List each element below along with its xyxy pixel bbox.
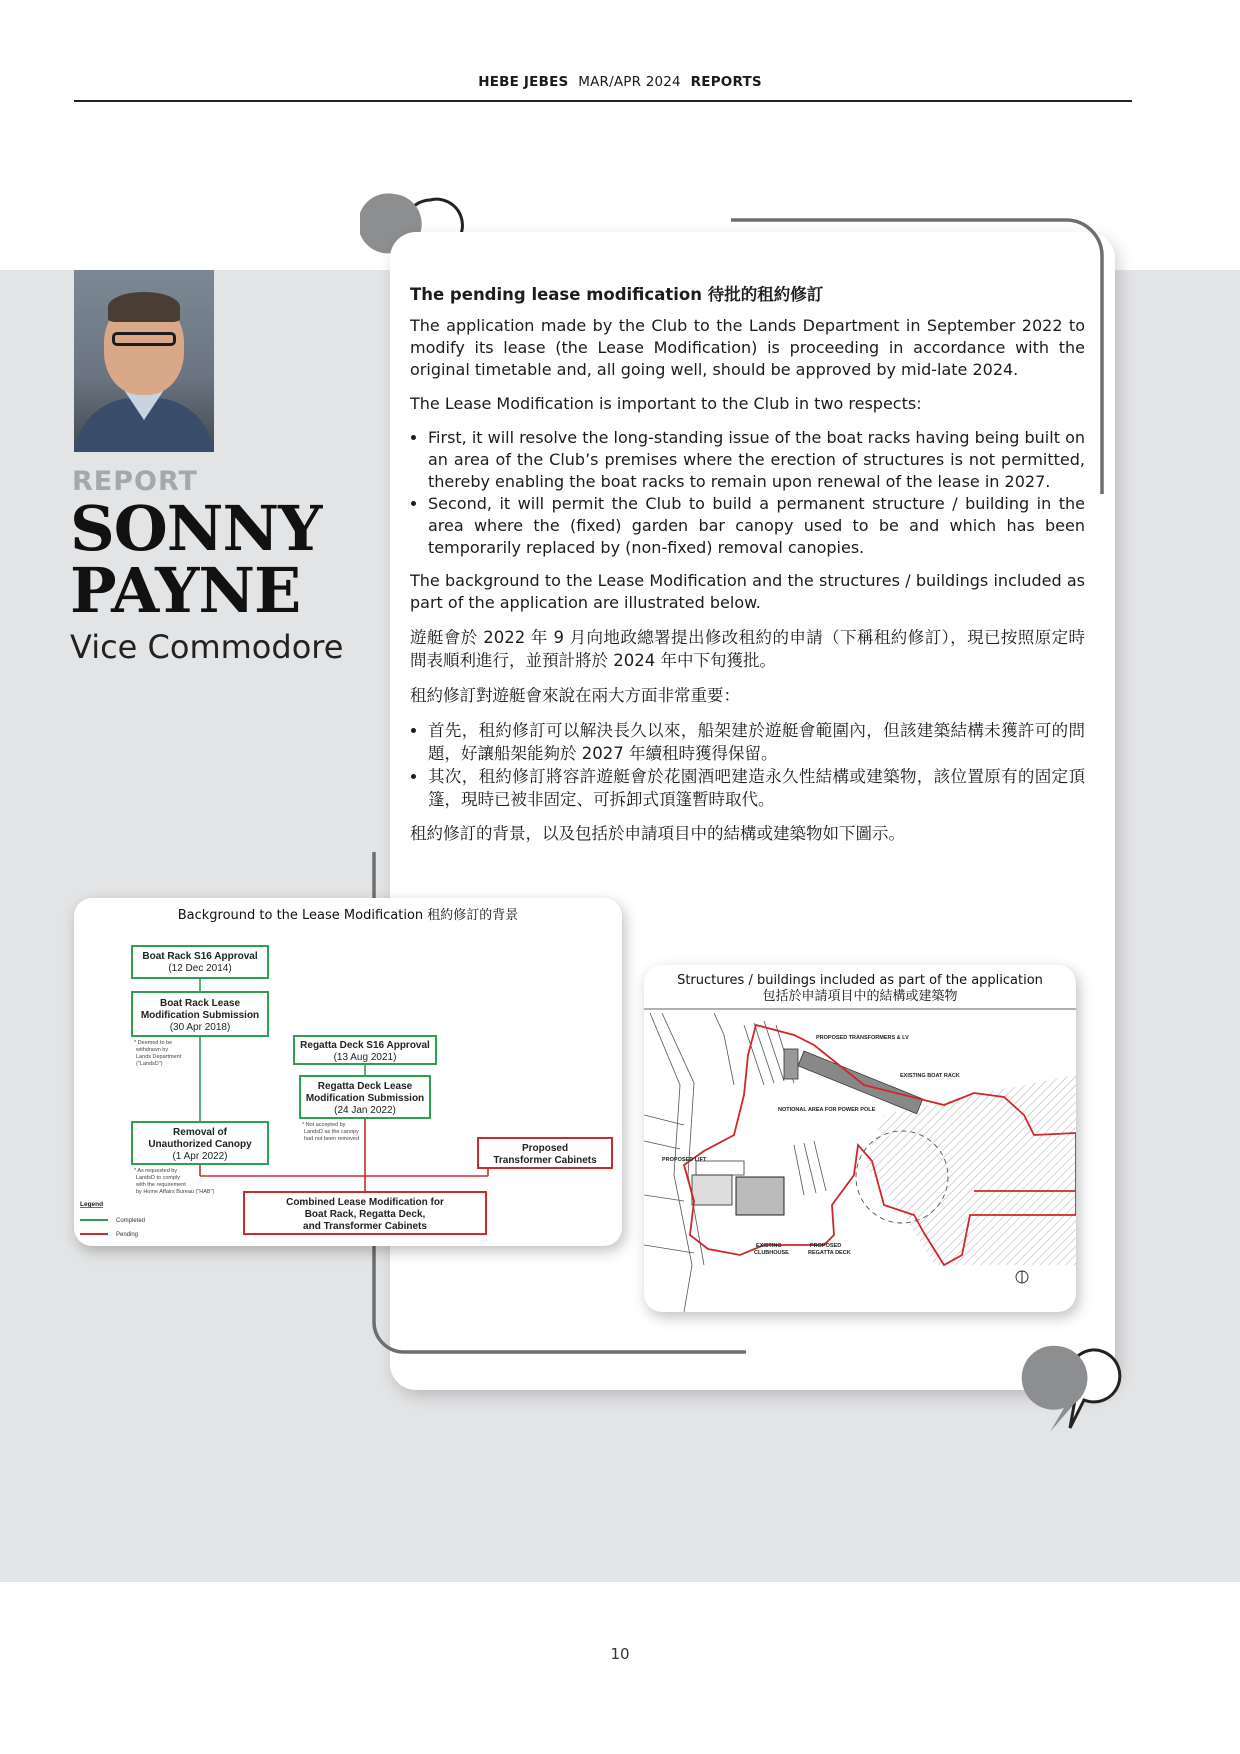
box3-date: (13 Aug 2021): [333, 1052, 397, 1063]
label-boat-rack: EXISTING BOAT RACK: [900, 1073, 960, 1079]
note3-line1: * As requested by: [134, 1168, 178, 1174]
box3-title: Regatta Deck S16 Approval: [300, 1040, 430, 1051]
box2-date: (30 Apr 2018): [169, 1022, 231, 1033]
list-item: • 首先，租約修訂可以解決長久以來，船架建於遊艇會範圍內，但該建築結構未獲許可的問題，好讓船架能夠於 2027 年續租時獲得保留。: [428, 719, 1085, 765]
author-last-name: PAYNE: [70, 554, 301, 627]
box2-line1: Boat Rack Lease: [159, 998, 241, 1009]
label-proposed-lift: PROPOSED LIFT: [662, 1157, 707, 1163]
flowchart-diagram: [74, 898, 622, 1246]
note2-line2: LandsD as the canopy: [304, 1129, 359, 1135]
box1-title: Boat Rack S16 Approval: [142, 951, 258, 962]
site-plan-figure: [644, 965, 1076, 1312]
report-label: REPORT: [72, 466, 198, 497]
box2-line2: Modification Submission: [140, 1010, 260, 1021]
legend-pending: Pending: [116, 1232, 139, 1238]
paragraph-zh-3: 租約修訂的背景，以及包括於申請項目中的結構或建築物如下圖示。: [410, 824, 905, 843]
note1-line4: ("LandsD"): [136, 1061, 163, 1067]
note2-line1: * Not accepted by: [302, 1122, 346, 1128]
quote-icon-bottom: [1018, 1342, 1128, 1434]
label-clubhouse-2: CLUBHOUSE: [754, 1250, 789, 1256]
site-plan-caption-zh: 包括於申請項目中的結構或建築物: [762, 989, 958, 1004]
bullet-list-zh: [410, 719, 1085, 811]
list-item: • Second, it will permit the Club to build a permanent structure / building in the area where the (fixed) garden bar canopy used to be and which has been temporarily replaced by (non-fixed) removal canopies.: [428, 493, 1085, 559]
paragraph-zh-2: 租約修訂對遊艇會來說在兩大方面非常重要：: [410, 686, 740, 705]
note3-line2: LandsD to comply: [136, 1175, 181, 1181]
magazine-name: HEBE JEBES: [478, 74, 569, 90]
label-regatta-2: REGATTA DECK: [808, 1250, 851, 1256]
legend-title: Legend: [80, 1201, 104, 1208]
author-photo: [74, 270, 214, 452]
paragraph-en-1: The application made by the Club to the Lands Department in September 2022 to modify its lease (the Lease Modification) is proceeding in accordance with the original timetable and, all going well, should be approved by mid-late 2024.: [410, 316, 1085, 379]
note1-line3: Lands Department: [136, 1054, 182, 1060]
author-role: Vice Commodore: [70, 628, 344, 666]
site-plan-caption-en: Structures / buildings included as part of the application: [677, 973, 1043, 988]
note3-line3: with the requirement: [136, 1182, 186, 1188]
box7-line1: Combined Lease Modification for: [286, 1197, 444, 1208]
label-power-pole: NOTIONAL AREA FOR POWER POLE: [778, 1107, 876, 1113]
list-item: • 其次，租約修訂將容許遊艇會於花園酒吧建造永久性結構或建築物，該位置原有的固定頂篷，現時已被非固定、可拆卸式頂篷暫時取代。: [428, 765, 1085, 811]
note1-line2: withdrawn by: [136, 1047, 169, 1053]
label-regatta-1: PROPOSED: [810, 1243, 842, 1249]
box4-line2: Modification Submission: [305, 1093, 425, 1104]
paragraph-en-3: The background to the Lease Modification and the structures / buildings included as part of the application are illustrated below.: [410, 571, 1085, 612]
paragraph-en-2: The Lease Modification is important to the Club in two respects:: [410, 394, 922, 413]
header-rule: [74, 100, 1132, 102]
paragraph-zh-1: 遊艇會於 2022 年 9 月向地政總署提出修改租約的申請（下稱租約修訂），現已按照原定時間表順利進行，並預計將於 2024 年中下旬獲批。: [410, 628, 1085, 670]
note2-line3: had not been removed: [304, 1136, 360, 1142]
bullet-list-en: [410, 427, 1085, 559]
page-number: 10: [610, 1645, 630, 1663]
author-name: [70, 492, 322, 627]
flowchart-caption: Background to the Lease Modification 租約修訂的背景: [177, 908, 519, 923]
article-heading: The pending lease modification 待批的租約修訂: [410, 285, 824, 304]
site-plan-drawing: [644, 965, 1076, 1312]
article-body: [410, 284, 1085, 857]
box1-date: (12 Dec 2014): [168, 963, 232, 974]
box4-date: (24 Jan 2022): [334, 1105, 396, 1116]
legend-completed: Completed: [116, 1218, 146, 1224]
note1-line1: * Deemed to be: [134, 1040, 173, 1046]
running-header: [0, 74, 1240, 90]
box6-line2: Transformer Cabinets: [493, 1155, 597, 1166]
lease-background-flowchart: [74, 898, 622, 1246]
box7-line2: Boat Rack, Regatta Deck,: [304, 1209, 426, 1220]
section-name: REPORTS: [690, 74, 762, 90]
label-transformers: PROPOSED TRANSFORMERS & LV: [816, 1035, 909, 1041]
box7-line3: and Transformer Cabinets: [303, 1221, 427, 1232]
box5-line1: Removal of: [173, 1127, 227, 1138]
note3-line4: by Home Affairs Bureau ("HAB"): [136, 1189, 215, 1195]
issue-date: MAR/APR 2024: [578, 74, 681, 90]
label-clubhouse-1: EXISTING: [756, 1243, 782, 1249]
box5-date: (1 Apr 2022): [172, 1151, 228, 1162]
box6-line1: Proposed: [521, 1143, 569, 1154]
box4-line1: Regatta Deck Lease: [317, 1081, 413, 1092]
author-first-name: SONNY: [70, 492, 322, 565]
box5-line2: Unauthorized Canopy: [148, 1139, 252, 1150]
list-item: • First, it will resolve the long-standing issue of the boat racks having being built on an area of the Club’s premises where the erection of structures is not permitted, thereby enabling the boat racks to remain upon renewal of the lease in 2027.: [428, 427, 1085, 493]
